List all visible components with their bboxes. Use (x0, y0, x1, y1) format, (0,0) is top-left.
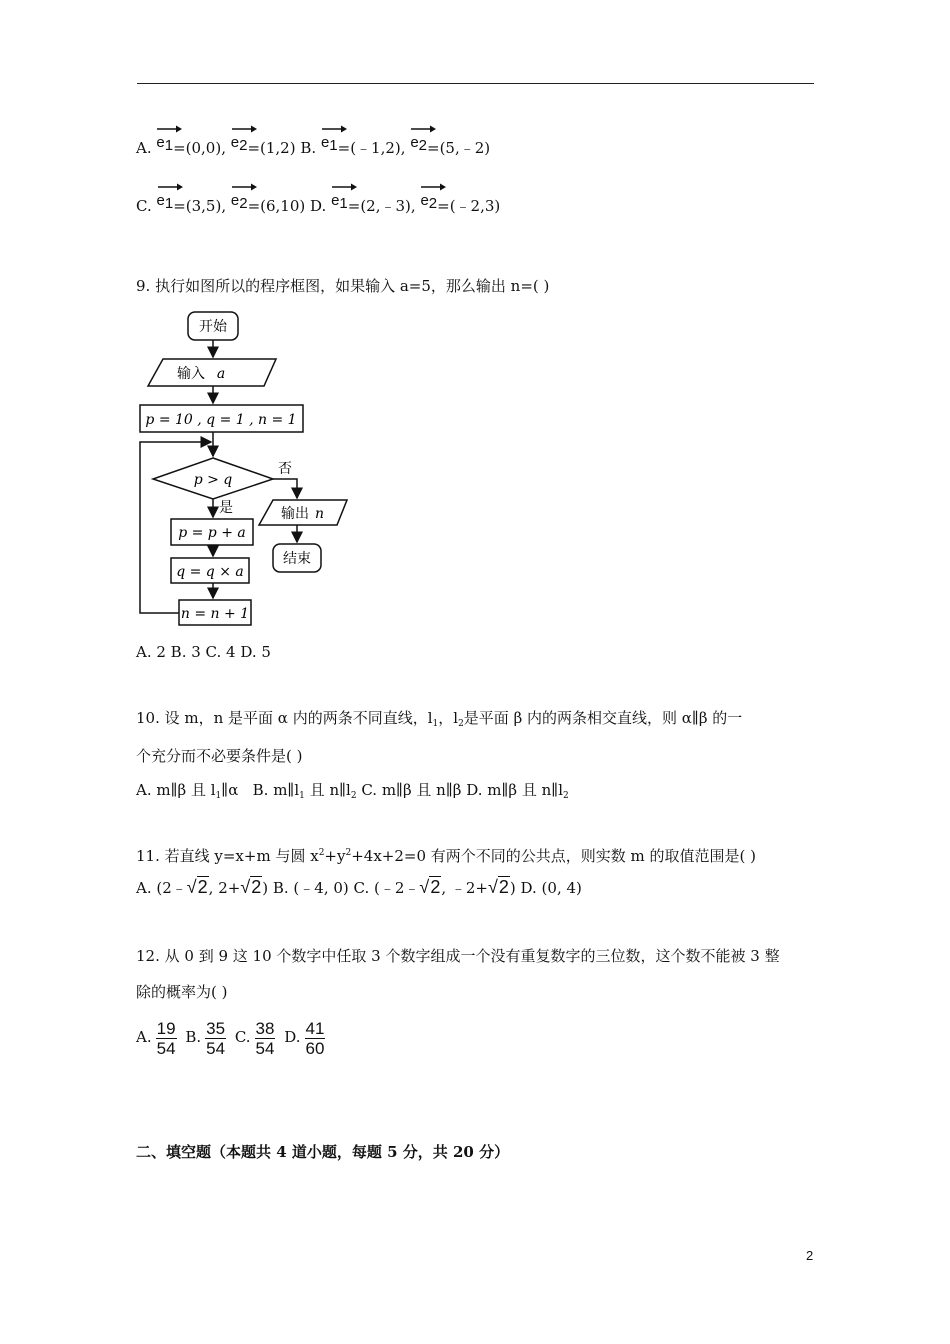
flow-yes-label: 是 (219, 500, 233, 516)
vector-e2: e2 (420, 197, 437, 217)
sqrt-2: √2 (186, 877, 208, 897)
flow-step3-label: n = n + 1 (180, 606, 250, 622)
flow-step2-label: q = q × a (176, 564, 244, 580)
q11-options (136, 877, 582, 898)
flow-start-label: 开始 (199, 319, 227, 335)
q9-options: A. 2 B. 3 C. 4 D. 5 (136, 643, 271, 661)
q10-stem-line1: 10. 设 m，n 是平面 α 内的两条不同直线，$l_1$，$l_2$是平面 β 内的两条相交直线，则 α∥β 的一 (136, 709, 743, 729)
q8-option-b-label: B. (300, 139, 317, 157)
q8-option-b-e1-value: =(﹣1,2) (337, 139, 401, 157)
flow-output-var: n (315, 506, 325, 522)
q10-option-a: A. m∥β 且 $l_1\parallel\alpha$ (136, 781, 239, 801)
flow-input-var: a (216, 366, 226, 382)
q9-flowchart (135, 310, 355, 630)
vector-e1: e1 (331, 197, 348, 217)
sqrt-2: √2 (487, 877, 509, 897)
flow-step1-label: p = p + a (178, 525, 246, 541)
q10-option-b: B. $m\parallel l_1$ 且 $n\parallel l_2$ (252, 781, 357, 801)
flow-init-label: p = 10 , q = 1 , n = 1 (145, 412, 297, 428)
flow-input-box (148, 359, 276, 386)
fraction-d: $\frac{41}{60}$ (305, 1018, 325, 1058)
q11-option-a: A. (2﹣√2, 2+√2) (136, 877, 269, 897)
q11-option-b: B. (﹣4, 0) (272, 879, 349, 897)
flow-no-label: 否 (278, 461, 292, 477)
vector-e2: e2 (231, 139, 248, 159)
q12-options: A. $\frac{19}{54}$ B. $\frac{35}{54}$ C. $\frac{38}{54}$ D. $\frac{41}{60}$ (136, 1018, 325, 1058)
vector-e1: e1 (156, 139, 173, 159)
q10-options (136, 780, 569, 803)
vector-e1: e1 (157, 197, 174, 217)
q8-option-a-label: A. (136, 139, 152, 157)
q8-option-b-e2-value: =(5,﹣2) (427, 139, 491, 157)
q9-stem: 9. 执行如图所以的程序框图，如果输入 a=5，那么输出 n=( ) (136, 277, 550, 295)
q11-option-c: C. (﹣2﹣√2, ﹣2+√2) (353, 877, 516, 897)
vector-e2: e2 (231, 197, 248, 217)
sqrt-2: √2 (419, 877, 441, 897)
q12-stem-line1: 12. 从 0 到 9 这 10 个数字中任取 3 个数字组成一个没有重复数字的三位数，这个数不能被 3 整 (136, 947, 780, 965)
sqrt-2: √2 (240, 877, 262, 897)
vector-e1: e1 (321, 139, 338, 159)
q8-option-c-label: C. (136, 197, 152, 215)
flow-end-label: 结束 (283, 551, 311, 567)
page-number: 2 (806, 1248, 814, 1263)
q8-option-d-e2-value: =(﹣2,3) (437, 197, 501, 215)
q11-option-d: D. (0, 4) (520, 879, 582, 897)
fraction-a: $\frac{19}{54}$ (156, 1018, 176, 1058)
q8-option-c-e1-value: =(3,5) (173, 197, 222, 215)
fraction-b: $\frac{35}{54}$ (206, 1018, 226, 1058)
q10-option-d: D. m∥β 且 $n\parallel l_2$ (466, 781, 569, 801)
q10-option-c: C. m∥β 且 n∥β (361, 781, 462, 799)
header-rule (137, 83, 814, 84)
q8-option-c-e2-value: =(6,10) (247, 197, 306, 215)
vector-e2: e2 (410, 139, 427, 159)
flow-decision-label: p > q (193, 472, 233, 488)
q8-option-a-e2-value: =(1,2) (247, 139, 296, 157)
q11-stem: 11. 若直线 y=x+m 与圆 $x^2+y^2+4x+2=0$ 有两个不同的公共点，则实数 m 的取值范围是( ) (136, 847, 757, 865)
q10-stem-line2: 个充分而不必要条件是( ) (136, 747, 303, 765)
q8-options-row2: C. e1=(3,5), e2=(6,10) D. e1=(2,﹣3), e2=(﹣2,3) (136, 196, 500, 217)
flow-input-label: 输入 (177, 366, 205, 382)
fraction-c: $\frac{38}{54}$ (255, 1018, 275, 1058)
flow-output-label: 输出 (281, 506, 309, 522)
q12-stem-line2: 除的概率为( ) (136, 983, 228, 1001)
q8-options-row1: A. e1=(0,0), e2=(1,2) B. e1=(﹣1,2), e2=(5,﹣2) (136, 138, 490, 159)
section2-title: 二、填空题（本题共 4 道小题，每题 5 分，共 20 分） (136, 1143, 510, 1161)
q8-option-a-e1-value: =(0,0) (173, 139, 222, 157)
q8-option-d-label: D. (310, 197, 327, 215)
q8-option-d-e1-value: =(2,﹣3) (347, 197, 411, 215)
